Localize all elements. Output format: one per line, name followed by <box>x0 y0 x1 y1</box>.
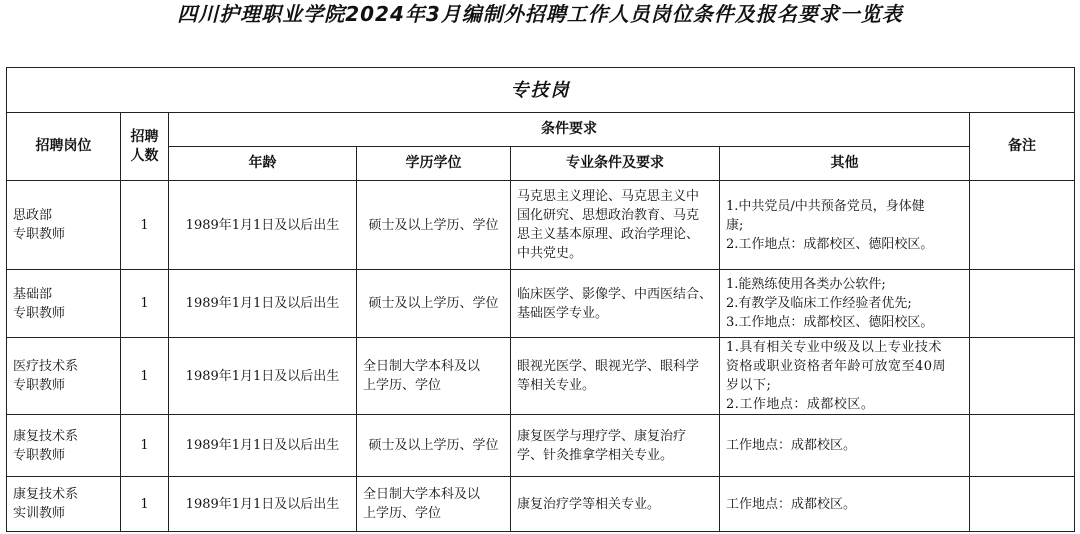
cell-major: 临床医学、影像学、中西医结合、 基础医学专业。 <box>511 270 720 338</box>
cell-education: 硕士及以上学历、学位 <box>357 270 511 338</box>
cell-age: 1989年1月1日及以后出生 <box>169 415 357 477</box>
cell-count: 1 <box>121 338 169 415</box>
table-row <box>7 338 1075 415</box>
cell-education: 硕士及以上学历、学位 <box>357 415 511 477</box>
cell-remarks <box>970 477 1075 532</box>
cell-education: 全日制大学本科及以 上学历、学位 <box>357 338 511 415</box>
cell-position: 思政部 专职教师 <box>7 181 121 270</box>
cell-education: 硕士及以上学历、学位 <box>357 181 511 270</box>
document-title: 四川护理职业学院2024年3月编制外招聘工作人员岗位条件及报名要求一览表 <box>177 2 903 26</box>
header-remarks: 备注 <box>970 113 1075 181</box>
header-other: 其他 <box>720 147 970 181</box>
cell-other: 工作地点：成都校区。 <box>720 477 970 532</box>
cell-position: 康复技术系 专职教师 <box>7 415 121 477</box>
cell-age: 1989年1月1日及以后出生 <box>169 477 357 532</box>
table-row <box>7 181 1075 270</box>
cell-count: 1 <box>121 181 169 270</box>
section-header: 专技岗 <box>7 68 1075 113</box>
header-age: 年龄 <box>169 147 357 181</box>
table-row <box>7 270 1075 338</box>
cell-other: 1.能熟练使用各类办公软件; 2.有教学及临床工作经验者优先; 3.工作地点：成都校区、德阳校区。 <box>720 270 970 338</box>
cell-position: 基础部 专职教师 <box>7 270 121 338</box>
cell-major: 康复医学与理疗学、康复治疗 学、针灸推拿学相关专业。 <box>511 415 720 477</box>
cell-education: 全日制大学本科及以 上学历、学位 <box>357 477 511 532</box>
cell-position: 医疗技术系 专职教师 <box>7 338 121 415</box>
header-education: 学历学位 <box>357 147 511 181</box>
recruitment-table <box>6 67 1075 532</box>
cell-major: 眼视光医学、眼视光学、眼科学 等相关专业。 <box>511 338 720 415</box>
cell-remarks <box>970 270 1075 338</box>
cell-other: 1.具有相关专业中级及以上专业技术 资格或职业资格者年龄可放宽至40周 岁以下; 2.工作地点：成都校区。 <box>720 338 970 415</box>
cell-count: 1 <box>121 477 169 532</box>
cell-remarks <box>970 338 1075 415</box>
cell-major: 康复治疗学等相关专业。 <box>511 477 720 532</box>
cell-major: 马克思主义理论、马克思主义中 国化研究、思想政治教育、马克 思主义基本原理、政治学理论、 中共党史。 <box>511 181 720 270</box>
cell-count: 1 <box>121 270 169 338</box>
cell-other: 1.中共党员/中共预备党员，身体健 康; 2.工作地点：成都校区、德阳校区。 <box>720 181 970 270</box>
table-row <box>7 477 1075 532</box>
cell-count: 1 <box>121 415 169 477</box>
cell-position: 康复技术系 实训教师 <box>7 477 121 532</box>
cell-age: 1989年1月1日及以后出生 <box>169 270 357 338</box>
cell-remarks <box>970 415 1075 477</box>
header-position: 招聘岗位 <box>7 113 121 181</box>
cell-remarks <box>970 181 1075 270</box>
header-conditions: 条件要求 <box>169 113 970 147</box>
header-major: 专业条件及要求 <box>511 147 720 181</box>
cell-other: 工作地点：成都校区。 <box>720 415 970 477</box>
cell-age: 1989年1月1日及以后出生 <box>169 181 357 270</box>
table-row <box>7 415 1075 477</box>
cell-age: 1989年1月1日及以后出生 <box>169 338 357 415</box>
header-count: 招聘 人数 <box>121 113 169 181</box>
